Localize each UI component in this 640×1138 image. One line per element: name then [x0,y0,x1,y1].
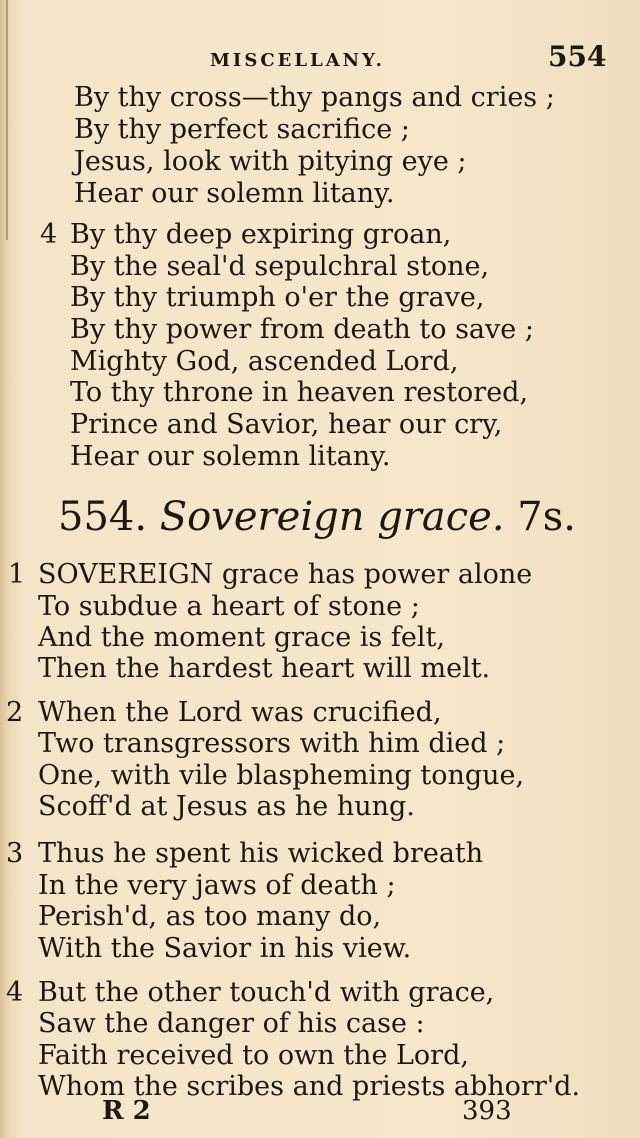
verse-line: By thy deep expiring groan, [70,219,452,250]
verse-line: One, with vile blaspheming tongue, [38,760,525,791]
verse-line: And the moment grace is felt, [38,622,445,653]
verse-line: Saw the danger of his case : [38,1008,425,1039]
hymn-meter: 7s. [517,494,576,540]
stanza-number: 4 [40,219,58,250]
verse-line: Jesus, look with pitying eye ; [74,146,467,177]
folio-number: 393 [462,1096,512,1126]
stanza-number: 3 [6,838,24,869]
verse-line: Two transgressors with him died ; [38,728,506,759]
verse-line: With the Savior in his view. [38,933,412,964]
hymn-heading [58,493,576,541]
hymn-number: 554. [58,494,148,540]
running-head: MISCELLANY. [210,50,385,71]
verse-line: Hear our solemn litany. [70,441,391,472]
verse-line: Hear our solemn litany. [74,178,395,209]
verse-line: But the other touch'd with grace, [38,977,495,1008]
stanza-number: 2 [6,697,24,728]
verse-line: By thy perfect sacrifice ; [74,114,410,145]
stanza-number: 4 [6,977,24,1008]
verse-line: Whom the scribes and priests abhorr'd. [38,1071,581,1102]
verse-line: Faith received to own the Lord, [38,1040,469,1071]
stanza-number: 1 [8,559,26,590]
verse-line: By the seal'd sepulchral stone, [70,251,490,282]
verse-line: By thy cross—thy pangs and cries ; [74,82,555,113]
verse-line: Perish'd, as too many do, [38,901,382,932]
gutter-shadow [6,0,8,240]
verse-line: To subdue a heart of stone ; [38,591,420,622]
verse-line: Then the hardest heart will melt. [38,653,491,684]
verse-line: Thus he spent his wicked breath [38,838,484,869]
verse-line: Prince and Savior, hear our cry, [70,409,503,440]
verse-line: By thy triumph o'er the grave, [70,282,485,313]
verse-line: To thy throne in heaven restored, [70,377,529,408]
hymn-title: Sovereign grace. [159,494,505,540]
verse-line: When the Lord was crucified, [38,697,442,728]
verse-line: In the very jaws of death ; [38,870,396,901]
verse-line: Scoff'd at Jesus as he hung. [38,791,415,822]
verse-line: Mighty God, ascended Lord, [70,346,459,377]
page-number: 554 [548,40,607,73]
signature-mark: R 2 [102,1096,151,1126]
verse-line: SOVEREIGN grace has power alone [38,559,533,590]
page-header [0,40,640,80]
verse-line: By thy power from death to save ; [70,314,534,345]
page-footer [0,1096,640,1132]
